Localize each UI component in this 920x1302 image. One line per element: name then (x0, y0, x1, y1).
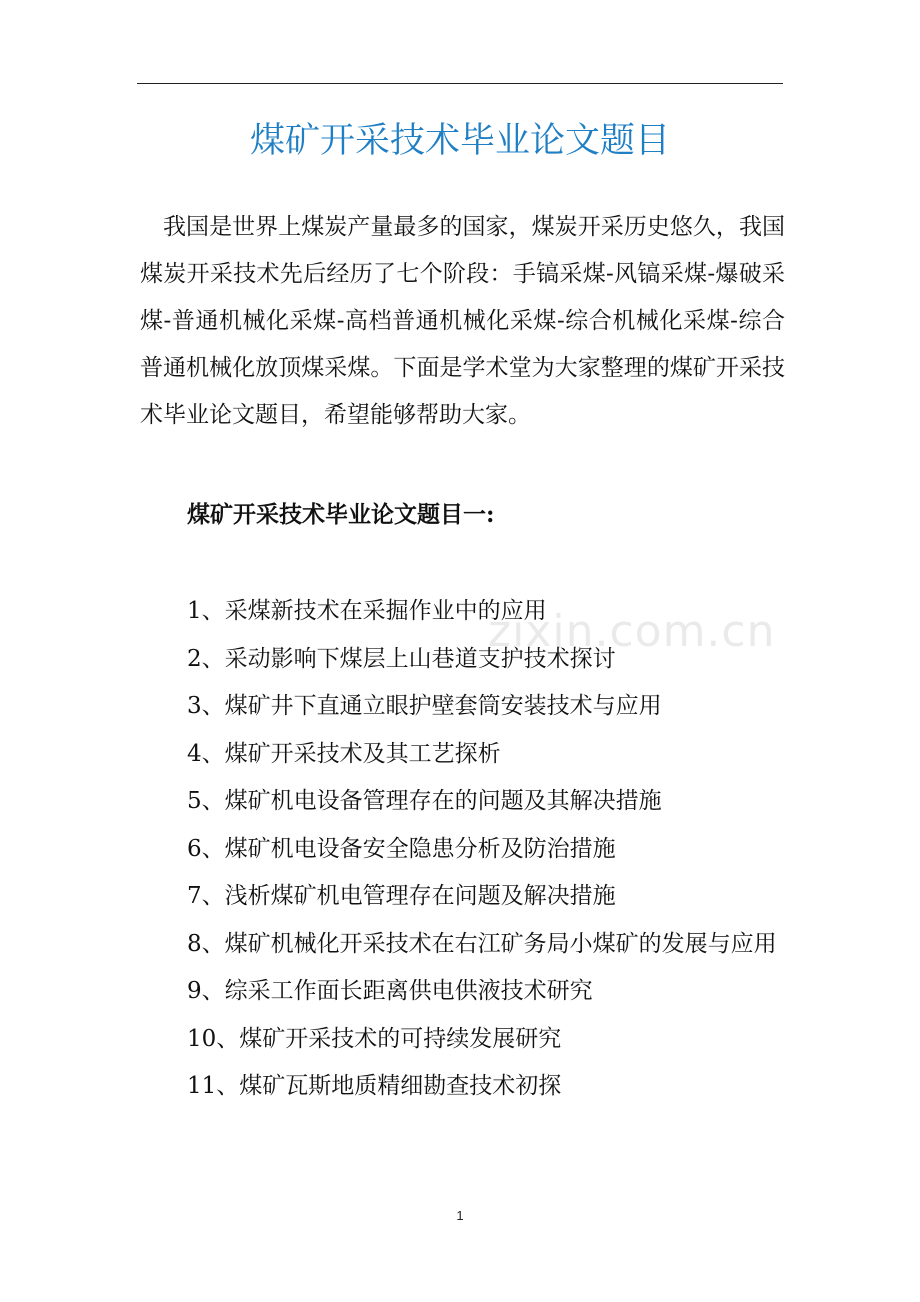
topic-list (140, 588, 785, 1111)
list-item: 11、煤矿瓦斯地质精细勘查技术初探 (187, 1073, 562, 1099)
list-item: 1、采煤新技术在采掘作业中的应用 (187, 598, 547, 624)
section-heading: 煤矿开采技术毕业论文题目一: (187, 501, 495, 528)
list-item: 9、综采工作面长距离供电供液技术研究 (187, 978, 593, 1004)
list-item: 10、煤矿开采技术的可持续发展研究 (187, 1025, 562, 1052)
header-rule (137, 83, 783, 84)
list-item: 7、浅析煤矿机电管理存在问题及解决措施 (187, 883, 616, 909)
intro-paragraph: 我国是世界上煤炭产量最多的国家，煤炭开采历史悠久，我国煤炭开采技术先后经历了七个阶段：手镐采煤-风镐采煤-爆破采煤-普通机械化采煤-高档普通机械化采煤-综合机械化采煤-综合普通机械化放顶煤采煤。下面是学术堂为大家整理的煤矿开采技术毕业论文题目，希望能够帮助大家。 (140, 214, 785, 428)
list-item: 6、煤矿机电设备安全隐患分析及防治措施 (187, 835, 616, 862)
document-title: 煤矿开采技术毕业论文题目 (249, 121, 670, 161)
list-item: 2、采动影响下煤层上山巷道支护技术探讨 (187, 645, 616, 672)
watermark: zixin.com.cn (488, 606, 776, 657)
list-item: 8、煤矿机械化开采技术在右江矿务局小煤矿的发展与应用 (187, 930, 777, 957)
page-number: 1 (456, 1208, 464, 1223)
list-item: 3、煤矿井下直通立眼护壁套筒安装技术与应用 (187, 693, 662, 719)
list-item: 5、煤矿机电设备管理存在的问题及其解决措施 (187, 788, 662, 814)
list-item: 4、煤矿开采技术及其工艺探析 (187, 740, 501, 767)
